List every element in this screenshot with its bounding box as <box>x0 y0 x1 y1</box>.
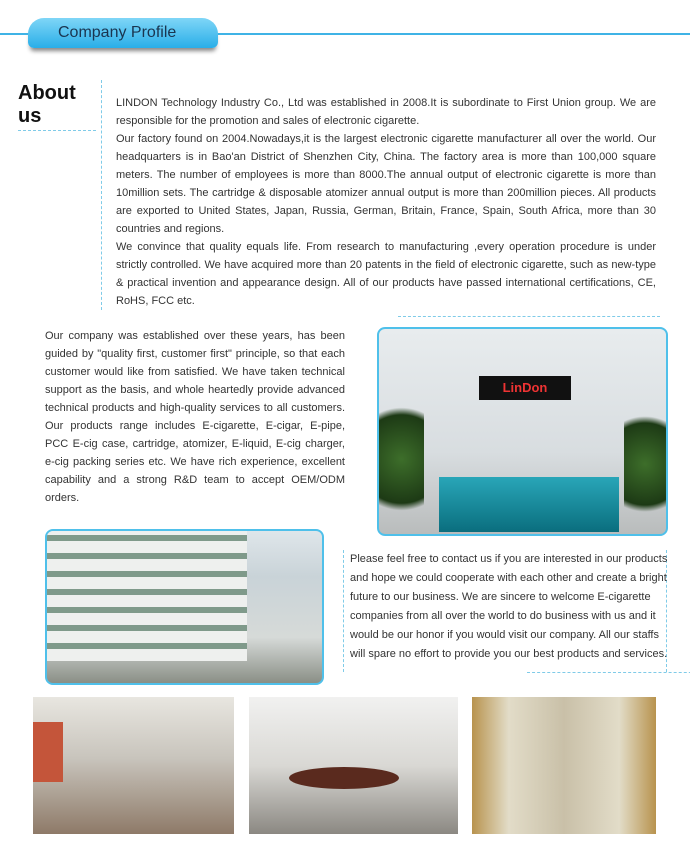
factory-photo <box>45 529 324 685</box>
plant <box>379 389 424 529</box>
meeting-table <box>289 767 399 789</box>
factory-building <box>47 531 247 661</box>
showroom-photo <box>472 697 656 834</box>
about-section <box>0 80 690 310</box>
reception-photo <box>377 327 668 536</box>
reception-sign: LinDon <box>479 376 571 400</box>
about-text <box>116 80 656 310</box>
right-column <box>350 327 668 685</box>
header <box>0 0 690 72</box>
about-heading-column <box>18 80 102 310</box>
about-paragraph: Our factory found on 2004.Nowadays,it is the largest electronic cigarette manufacturer all over the world. Our headquarters is in Bao'an District of Shenzhen City, China. The factory area is more than 100,000 square meters. The number of employees is more than 8000.The annual output of electronic cigarette is more than 10million sets. The cartridge & disposable atomizer annual output is more than 200million pieces. All products are exported to United States, Japan, Russia, German, Britain, France, Spain, South Africa, more than 30 countries and regions. <box>116 133 656 235</box>
meeting-room-photo <box>249 697 458 834</box>
company-profile-banner <box>28 18 218 48</box>
divider <box>527 672 690 673</box>
about-paragraph: We convince that quality equals life. From research to manufacturing ,every operation procedure is under strictly controlled. We have acquired more than 20 patents in the field of electronic cigarette, such as new-type & practical invention and appearance design. All of our products have passed international certifications, CE, RoHS, FCC etc. <box>116 241 656 307</box>
middle-section <box>0 327 690 685</box>
contact-text: Please feel free to contact us if you are interested in our products and hope we could cooperate with each other and create a bright future to our business. We are sincere to welcome E-cigarette companies from all over the world to do business with us and it would be our honor if you would visit our company. All our staffs will spare no effort to provide you our best products and services. <box>350 553 668 660</box>
divider <box>18 130 96 131</box>
left-column <box>45 327 345 685</box>
reception-desk <box>439 477 619 532</box>
company-text: Our company was established over these years, has been guided by "quality first, customer first" principle, so that each customer would like from satisfied. We have taken technical support as the basis, and whole heartedly provide advanced technical products and high-quality services to all customers. Our products range includes E-cigarette, E-cigar, E-pipe, PCC E-cig case, cartridge, atomizer, E-liquid, E-cig charger, e-cig packing series etc. We have rich experience, excellent capability and a strong R&D team to accept OEM/ODM orders. <box>45 330 345 504</box>
office-photo <box>33 697 234 834</box>
divider <box>398 316 660 317</box>
banner-title: Company Profile <box>58 24 177 41</box>
contact-box <box>343 550 667 672</box>
plant <box>624 399 666 529</box>
photo-gallery <box>0 697 690 837</box>
about-heading: About us <box>18 82 76 127</box>
office-wall <box>33 722 63 782</box>
about-paragraph: LINDON Technology Industry Co., Ltd was established in 2008.It is subordinate to First Union group. We are responsible for the promotion and sales of electronic cigarette. <box>116 97 656 127</box>
